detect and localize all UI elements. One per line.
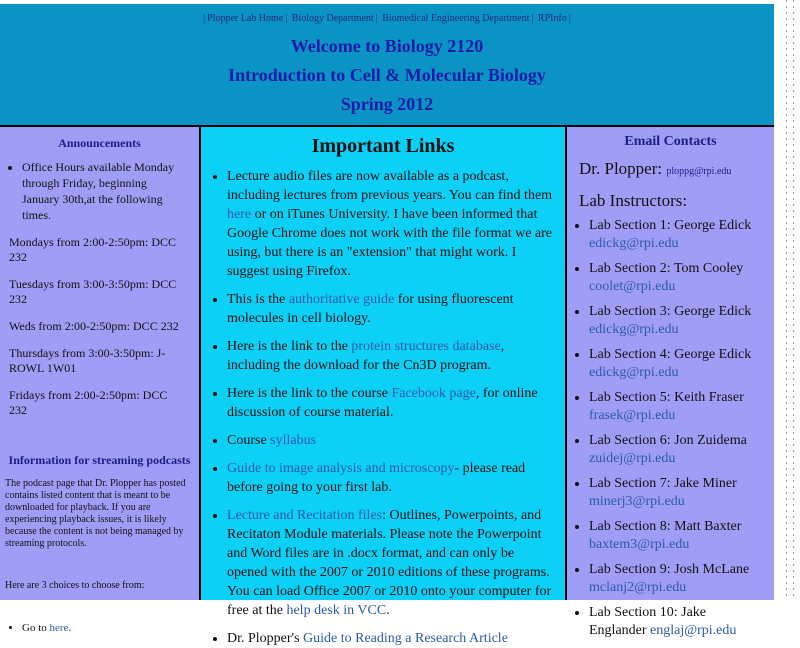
schedule-thursday: Thursdays from 3:00-3:50pm: J-ROWL 1W01	[9, 346, 166, 375]
lab-section-item: • Lab Section 8: Matt Baxter baxtem3@rpi.edu	[589, 518, 766, 554]
protein-database-link[interactable]: protein structures database	[351, 339, 501, 354]
choices-text: Here are 3 choices to choose from:	[5, 580, 145, 591]
goto-here-link[interactable]: here	[49, 622, 69, 634]
schedule-tuesday: Tuesdays from 3:00-3:50pm: DCC 232	[9, 277, 177, 306]
semester-label: Spring 2012	[340, 94, 434, 114]
help-desk-link[interactable]: help desk in VCC	[286, 603, 387, 618]
page-title: Welcome to Biology 2120	[290, 36, 484, 56]
margin-dotted-line	[786, 0, 787, 600]
link-item-facebook: • Here is the link to the course Facebook page, for online discussion of course material.	[227, 384, 553, 422]
authoritative-guide-link[interactable]: authoritative guide	[288, 292, 395, 307]
important-links-panel	[201, 125, 565, 646]
lab-email-link[interactable]: minerj3@rpi.edu	[589, 494, 685, 509]
nav-plopper-lab-home[interactable]: Plopper Lab Home	[207, 13, 284, 24]
schedule-monday: Mondays from 2:00-2:50pm: DCC 232	[9, 235, 176, 264]
facebook-page-link[interactable]: Facebook page	[391, 386, 476, 401]
choices-list	[0, 620, 199, 636]
nav-rpinfo[interactable]: RPInfo	[537, 13, 567, 24]
announcements-sidebar	[0, 125, 201, 634]
schedule-wednesday: Weds from 2:00-2:50pm: DCC 232	[9, 319, 179, 333]
lab-section-item: • Lab Section 2: Tom Cooley coolet@rpi.edu	[589, 260, 766, 296]
lab-email-link[interactable]: edickg@rpi.edu	[589, 365, 679, 380]
top-nav: | Plopper Lab Home | Biology Department | Biomedical Engineering Department | RPInfo |	[203, 13, 571, 24]
link-item-syllabus: • Course syllabus	[227, 431, 553, 450]
dr-plopper-contact: Dr. Plopper: ploppg@rpi.edu	[579, 159, 732, 178]
dr-plopper-email-link[interactable]: ploppg@rpi.edu	[666, 166, 732, 177]
streaming-heading: Information for streaming podcasts	[8, 453, 191, 467]
link-item-guide: • This is the authoritative guide for using fluorescent molecules in cell biology.	[227, 290, 553, 328]
link-item-protein: • Here is the link to the protein structures database, including the download for the Cn3D program.	[227, 337, 553, 375]
nav-biology-department[interactable]: Biology Department	[291, 13, 374, 24]
lab-instructors-heading: Lab Instructors:	[579, 191, 688, 210]
lab-section-item: • Lab Section 7: Jake Miner minerj3@rpi.edu	[589, 475, 766, 511]
research-article-guide-link[interactable]: Guide to Reading a Research Article	[303, 631, 508, 646]
lab-section-item: • Lab Section 1: George Edick edickg@rpi.edu	[589, 217, 766, 253]
page-header	[0, 4, 774, 125]
lab-email-link[interactable]: mclanj2@rpi.edu	[589, 580, 687, 595]
announcements-list	[0, 159, 199, 223]
podcast-here-link[interactable]: here	[227, 207, 252, 222]
schedule-friday: Fridays from 2:00-2:50pm: DCC 232	[9, 388, 168, 417]
lab-section-item: • Lab Section 10: Jake Englander englaj@rpi.edu	[589, 604, 766, 640]
announcements-heading: Announcements	[58, 136, 141, 150]
lab-instructors-list	[567, 217, 774, 640]
lab-section-item: • Lab Section 9: Josh McLane mclanj2@rpi.edu	[589, 561, 766, 597]
streaming-info-text: The podcast page that Dr. Plopper has posted contains listed content that is meant to be downloaded for playback. If you are experiencing playback issues, it is likely because the content is not being managed by streaming protocols.	[5, 478, 186, 549]
course-subtitle: Introduction to Cell & Molecular Biology	[228, 65, 546, 85]
link-item-podcast: • Lecture audio files are now available as a podcast, including lectures from previous years. You can find them here or on iTunes University. I have been informed that Google Chrome does not work with the file format we are using, but there is an "extension" that might work. I suggest using Firefox.	[227, 167, 553, 281]
important-links-heading: Important Links	[311, 135, 455, 157]
page-margin	[774, 0, 800, 600]
syllabus-link[interactable]: syllabus	[270, 433, 317, 448]
imaging-guide-link[interactable]: Guide to image analysis and microscopy	[227, 461, 455, 476]
lab-email-link[interactable]: coolet@rpi.edu	[589, 279, 676, 294]
email-contacts-heading: Email Contacts	[624, 134, 717, 149]
important-links-list	[201, 167, 565, 648]
choice-item: • Go to here.	[22, 620, 199, 636]
lab-email-link[interactable]: zuidej@rpi.edu	[589, 451, 676, 466]
lab-email-link[interactable]: edickg@rpi.edu	[589, 236, 679, 251]
lab-section-item: • Lab Section 5: Keith Fraser frasek@rpi.edu	[589, 389, 766, 425]
link-item-research-guide: • Dr. Plopper's Guide to Reading a Research Article	[227, 629, 553, 648]
lab-section-item: • Lab Section 6: Jon Zuidema zuidej@rpi.edu	[589, 432, 766, 468]
lab-email-link[interactable]: edickg@rpi.edu	[589, 322, 679, 337]
lecture-files-link[interactable]: Lecture and Recitation files	[227, 508, 383, 523]
link-item-imaging: • Guide to image analysis and microscopy- please read before going to your first lab.	[227, 459, 553, 497]
lab-section-item: • Lab Section 3: George Edick edickg@rpi.edu	[589, 303, 766, 339]
lab-email-link[interactable]: baxtem3@rpi.edu	[589, 537, 690, 552]
lab-section-item: • Lab Section 4: George Edick edickg@rpi.edu	[589, 346, 766, 382]
lab-email-link[interactable]: englaj@rpi.edu	[650, 623, 737, 638]
email-contacts-sidebar	[565, 125, 774, 638]
nav-biomedical-engineering[interactable]: Biomedical Engineering Department	[382, 13, 530, 24]
lab-email-link[interactable]: frasek@rpi.edu	[589, 408, 676, 423]
link-item-lecture-files: • Lecture and Recitation files: Outlines, Powerpoints, and Recitaton Module materials. Please note the Powerpoint and Word files are in .docx format, and can only be opened with the 2007 or 2010 editions of these programs. You can load Office 2007 or 2010 onto your computer for free at the help desk in VCC.	[227, 506, 553, 620]
office-hours-item: • Office Hours available Monday through Friday, beginning January 30th,at the following times.	[22, 159, 199, 223]
margin-dotted-line	[793, 0, 794, 600]
